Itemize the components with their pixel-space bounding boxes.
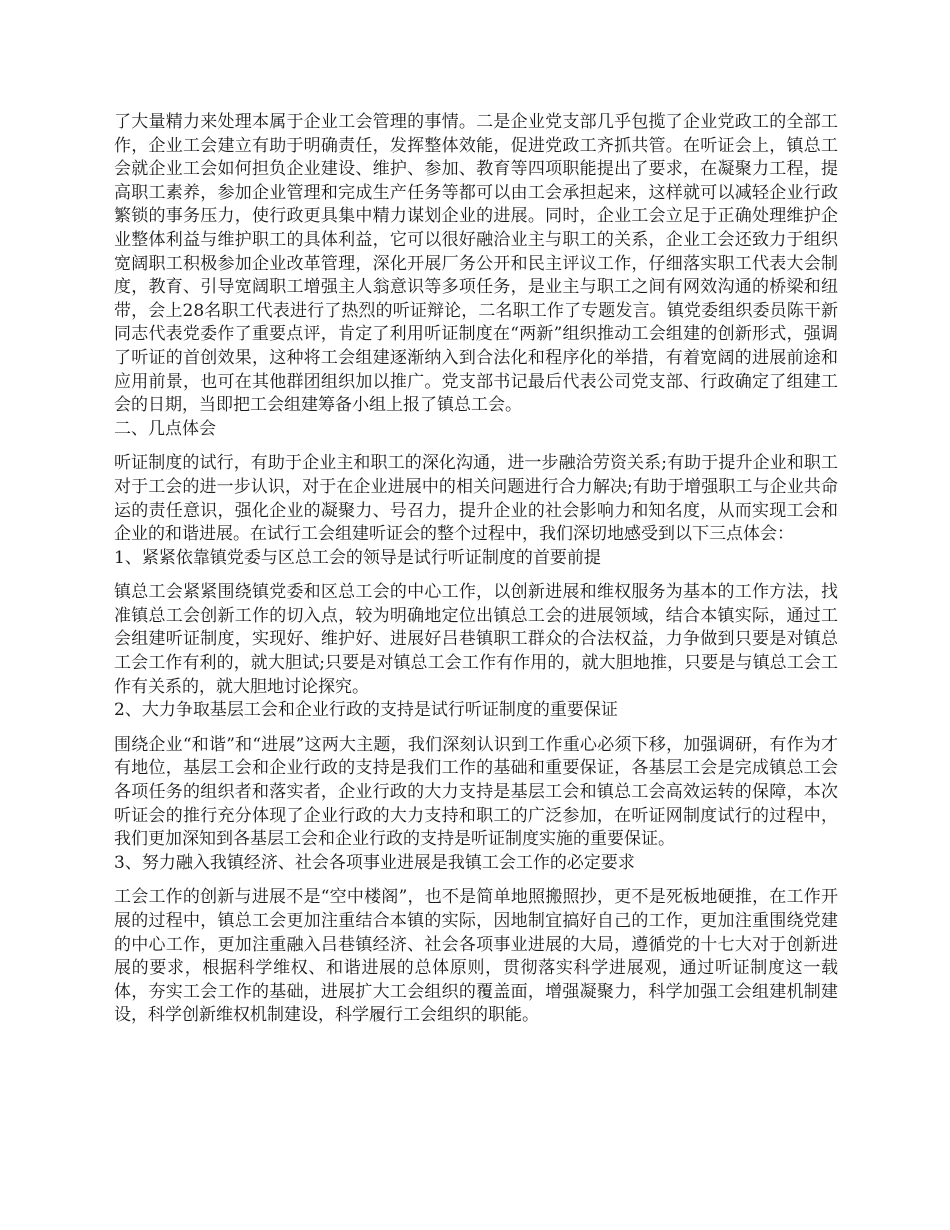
body-paragraph: 了大量精力来处理本属于企业工会管理的事情。二是企业党支部几乎包揽了企业党政工的全部工作，企业工会建立有助于明确责任，发挥整体效能，促进党政工齐抓共管。在听证会上，镇总工会就企业工会如何担负企业建设、维护、参加、教育等四项职能提出了要求，在凝聚力工程，提高职工素养，参加企业管理和完成生产任务等都可以由工会承担起来，这样就可以减轻企业行政繁锁的事务压力，使行政更具集中精力谋划企业的进展。同时，企业工会立足于正确处理维护企业整体利益与维护职工的具体利益，它可以很好融洽业主与职工的关系，企业工会还致力于组织宽阔职工积极参加企业改革管理，深化开展厂务公开和民主评议工作，仔细落实职工代表大会制度，教育、引导宽阔职工增强主人翁意识等多项任务，是业主与职工之间有网效沟通的桥梁和纽带，会上28名职工代表进行了热烈的听证辩论，二名职工作了专题发言。镇党委组织委员陈干新同志代表党委作了重要点评，肯定了利用听证制度在“两新”组织推动工会组建的创新形式，强调了听证的首创效果，这种将工会组建逐渐纳入到合法化和程序化的举措，有着宽阔的进展前途和应用前景，也可在其他群团组织加以推广。党支部书记最后代表公司党支部、行政确定了组建工会的日期，当即把工会组建筹备小组上报了镇总工会。 [114,112,838,416]
subsection-heading: 2、大力争取基层工会和企业行政的支持是试行听证制度的重要保证 [114,700,618,721]
body-paragraph: 听证制度的试行，有助于企业主和职工的深化沟通，进一步融洽劳资关系;有助于提升企业和职工对于工会的进一步认识，对于在企业进展中的相关问题进行合力解决;有助于增强职工与企业共命运的责任意识，强化企业的凝聚力、号召力，提升企业的社会影响力和知名度，从而实现工会和企业的和谐进展。在试行工会组建听证会的整个过程中，我们深切地感受到以下三点体会： [114,453,838,545]
section-heading: 二、几点体会 [114,418,216,439]
body-paragraph: 围绕企业“和谐”和“进展”这两大主题，我们深刻认识到工作重心必须下移，加强调研，有作为才有地位，基层工会和企业行政的支持是我们工作的基础和重要保证，各基层工会是完成镇总工会各项任务的组织者和落实者，企业行政的大力支持是基层工会和镇总工会高效运转的保障，本次听证会的推行充分体现了企业行政的大力支持和职工的广泛参加，在听证网制度试行的过程中，我们更加深知到各基层工会和企业行政的支持是听证制度实施的重要保证。 [114,734,838,850]
body-paragraph: 工会工作的创新与进展不是“空中楼阁”，也不是简单地照搬照抄，更不是死板地硬推，在工作开展的过程中，镇总工会更加注重结合本镇的实际，因地制宜搞好自己的工作，更加注重围绕党建的中心工作，更加注重融入吕巷镇经济、社会各项事业进展的大局，遵循党的十七大对于创新进展的要求，根据科学维权、和谐进展的总体原则，贯彻落实科学进展观，通过听证制度这一载体，夯实工会工作的基础，进展扩大工会组织的覆盖面，增强凝聚力，科学加强工会组建机制建设，科学创新维权机制建设，科学履行工会组织的职能。 [114,887,838,1026]
subsection-heading: 1、紧紧依靠镇党委与区总工会的领导是试行听证制度的首要前提 [114,547,601,568]
subsection-heading: 3、努力融入我镇经济、社会各项事业进展是我镇工会工作的必定要求 [114,852,635,873]
body-paragraph: 镇总工会紧紧围绕镇党委和区总工会的中心工作，以创新进展和维权服务为基本的工作方法，找准镇总工会创新工作的切入点，较为明确地定位出镇总工会的进展领域，结合本镇实际，通过工会组建听证制度，实现好、维护好、进展好吕巷镇职工群众的合法权益，力争做到只要是对镇总工会工作有利的，就大胆试;只要是对镇总工会工作有作用的，就大胆地推，只要是与镇总工会工作有关系的，就大胆地讨论探究。 [114,582,838,697]
